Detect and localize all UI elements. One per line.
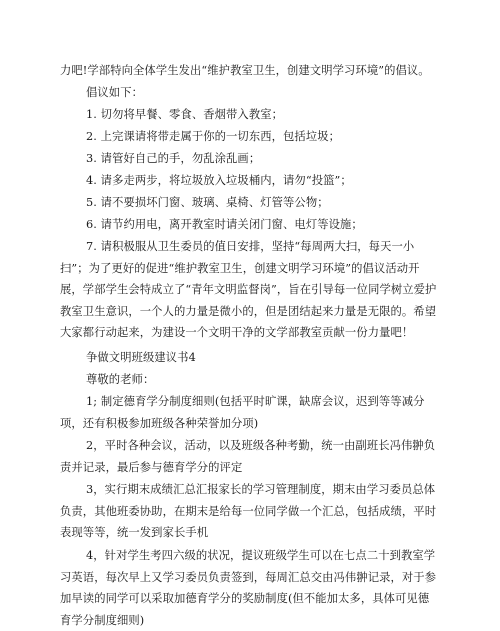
paragraph-intro-end: 力吧!学部特向全体学生发出“维护教室卫生，创建文明学习环境”的倡议。 bbox=[60, 64, 430, 77]
paragraph-proposal-heading: 倡议如下： bbox=[86, 86, 143, 99]
suggestion-4: 4，针对学生考四六级的状况，提议班级学生可以在七点二十到教室学习英语，每次早上又学习委员负责签到，每周汇总交由冯伟翀记录，对于参加早读的同学可以采取加德育学分的奖励制度(但不能加太多，具体可见德育学分制度细则) bbox=[60, 549, 437, 627]
list-item-2: 2. 上完课请将带走属于你的一切东西，包括垃圾； bbox=[86, 130, 341, 143]
list-item-1: 1. 切勿将早餐、零食、香烟带入教室； bbox=[86, 108, 284, 121]
list-item-3: 3. 请管好自己的手，勿乱涂乱画； bbox=[86, 152, 261, 165]
section-title: 争做文明班级建议书4 bbox=[86, 351, 196, 364]
list-item-4: 4. 请多走两步，将垃圾放入垃圾桶内，请勿“投篮”； bbox=[86, 174, 352, 187]
list-item-5: 5. 请不要损坏门窗、玻璃、桌椅、灯管等公物； bbox=[86, 196, 329, 209]
suggestion-2: 2，平时各种会议，活动，以及班级各种考勤，统一由副班长冯伟翀负责并记录，最后参与德育学分的评定 bbox=[60, 439, 436, 474]
suggestion-1: 1; 制定德育学分制度细则(包括平时旷课，缺席会议，迟到等等减分项，还有积极参加班级各种荣誉加分项) bbox=[60, 395, 425, 430]
list-item-6: 6. 请节约用电，离开教室时请关闭门窗、电灯等设施； bbox=[86, 218, 363, 231]
list-item-7-paragraph: 7. 请积极服从卫生委员的值日安排，坚持“每周两大扫，每天一小扫”；为了更好的促进“维护教室卫生，创建文明学习环境”的倡议活动开展，学部学生会特成立了“青年文明监督岗”，旨在引导每一位同学树立爱护教室卫生意识，一个人的力量是微小的，但是团结起来力量是无限的。希望大家都行动起来，为建设一个文明干净的文学部教室贡献一份力量吧！ bbox=[60, 240, 437, 340]
suggestion-3: 3，实行期末成绩汇总汇报家长的学习管理制度，期末由学习委员总体负责，其他班委协助，在期末是给每一位同学做一个汇总，包括成绩，平时表现等等，统一发到家长手机 bbox=[60, 483, 437, 540]
salutation: 尊敬的老师： bbox=[86, 373, 155, 386]
